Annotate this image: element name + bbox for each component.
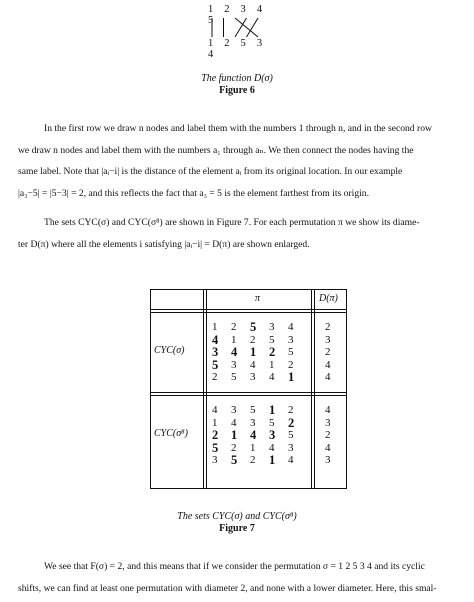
paragraph-1-line-3: same label. Note that |aᵢ−i| is the distance of the element aᵢ from its original location. In our example (18, 166, 403, 177)
header-diameter: D(π) (319, 293, 338, 304)
table-cell: 3 (269, 428, 276, 442)
table-cell: 4 (212, 404, 218, 416)
figure-6-caption: The function D(σ) (201, 73, 273, 84)
paragraph-3 (18, 556, 460, 599)
table-cell: 3 (288, 333, 294, 346)
table-cell: 1 (231, 333, 237, 346)
paragraph-2-line-2: ter D(π) where all the elements i satisfying |aᵢ−i| = D(π) are shown enlarged. (18, 238, 310, 250)
table-cell: 5 (269, 333, 275, 346)
table-cell: 4 (269, 371, 275, 383)
table-cell: 5 (212, 440, 219, 455)
table-cell: 5 (269, 416, 275, 429)
table-cell: 2 (288, 415, 295, 430)
table-cell: 4 (269, 441, 275, 454)
table-cell: 4 (288, 321, 294, 333)
paragraph-1-line-1: In the first row we draw n nodes and label them with the numbers 1 through n, and in the second row (44, 123, 432, 134)
row-label-cyc-sigma-8: CYC(σ⁸) (154, 428, 188, 439)
group-cyc-sigma-8 (150, 404, 347, 468)
diameter-cell: 2 (325, 321, 331, 333)
table-cell: 5 (231, 371, 237, 383)
paragraph-1-line-2: we draw n nodes and label them with the numbers a₁ through aₙ. We then connect the nodes having the (18, 144, 414, 156)
permutation-bottom-row: 1 2 5 3 4 (208, 38, 267, 60)
diameter-cell: 4 (325, 371, 331, 383)
table-cell: 2 (231, 441, 237, 454)
figure-7-label: Figure 7 (219, 523, 255, 534)
table-cell: 3 (250, 416, 256, 429)
table-cell: 4 (250, 358, 256, 371)
diameter-cell: 2 (325, 429, 331, 441)
diameter-cell: 2 (325, 346, 331, 358)
table-cell: 2 (250, 333, 256, 346)
figure-6-label: Figure 6 (219, 85, 255, 96)
table-cell: 5 (231, 453, 238, 467)
table-cell: 5 (250, 320, 257, 334)
table-cell: 1 (269, 403, 276, 417)
table-cell: 2 (212, 428, 219, 442)
line-3 (235, 18, 258, 37)
figure-7-caption: The sets CYC(σ) and CYC(σ⁸) (177, 511, 297, 522)
table-cell: 4 (288, 454, 294, 466)
table-cell: 4 (231, 345, 238, 359)
line-4 (235, 18, 247, 37)
table-cell: 1 (269, 453, 276, 467)
table-cell: 5 (288, 429, 294, 441)
table-cell: 3 (212, 345, 219, 359)
permutation-top-row: 1 2 3 4 5 (208, 4, 267, 26)
table-cell: 4 (231, 416, 237, 429)
paragraph-1-line-4: |a₃−5| = |5−3| = 2, and this reflects the fact that a₃ = 5 is the element farthest from its origin. (18, 187, 369, 199)
diameter-cell: 3 (325, 333, 331, 346)
diameter-cell: 4 (325, 441, 331, 454)
table-cell: 1 (212, 321, 218, 333)
table-cell: 1 (250, 345, 257, 359)
table-cell: 4 (212, 332, 219, 347)
table-cell: 2 (231, 321, 237, 333)
diameter-cell: 4 (325, 358, 331, 371)
paragraph-1 (18, 118, 460, 204)
diameter-cell: 4 (325, 404, 331, 416)
table-cell: 1 (250, 441, 256, 454)
group-cyc-sigma (150, 321, 347, 385)
line-5 (247, 18, 259, 37)
table-cell: 5 (212, 357, 219, 372)
table-cell: 2 (212, 371, 218, 383)
table-cell: 3 (212, 454, 218, 466)
table-cell: 3 (269, 321, 275, 333)
header-pi: π (255, 293, 261, 304)
table-cell: 2 (250, 454, 256, 466)
diameter-cell: 3 (325, 454, 331, 466)
figure-6-diagram (208, 4, 278, 60)
paragraph-2-line-1: The sets CYC(σ) and CYC(σ⁸) are shown in Figure 7. For each permutation π we show its diame- (44, 217, 420, 228)
table-cell: 1 (288, 370, 295, 384)
table-cell: 3 (288, 441, 294, 454)
table-cell: 1 (212, 416, 218, 429)
table-cell: 2 (269, 345, 276, 359)
table-cell: 5 (288, 346, 294, 358)
table-cell: 1 (231, 428, 238, 442)
paragraph-3-line-2: shifts, we can find at least one permutation with diameter 2, and none with a lower diameter. Here, this smal- (18, 582, 437, 594)
paragraph-2 (18, 212, 460, 255)
table-cell: 5 (250, 404, 256, 416)
table-cell: 2 (288, 404, 294, 416)
figure-7-table (150, 289, 347, 489)
table-cell: 3 (250, 371, 256, 383)
table-cell: 4 (250, 428, 257, 442)
table-cell: 1 (269, 358, 275, 371)
paragraph-3-line-1: We see that F(σ) = 2, and this means that if we consider the permutation σ = 1 2 5 3 4 and its cyclic (44, 561, 425, 572)
table-cell: 3 (231, 358, 237, 371)
table-cell: 3 (231, 404, 237, 416)
row-label-cyc-sigma: CYC(σ) (154, 345, 185, 356)
table-cell: 2 (288, 358, 294, 371)
diameter-cell: 3 (325, 416, 331, 429)
